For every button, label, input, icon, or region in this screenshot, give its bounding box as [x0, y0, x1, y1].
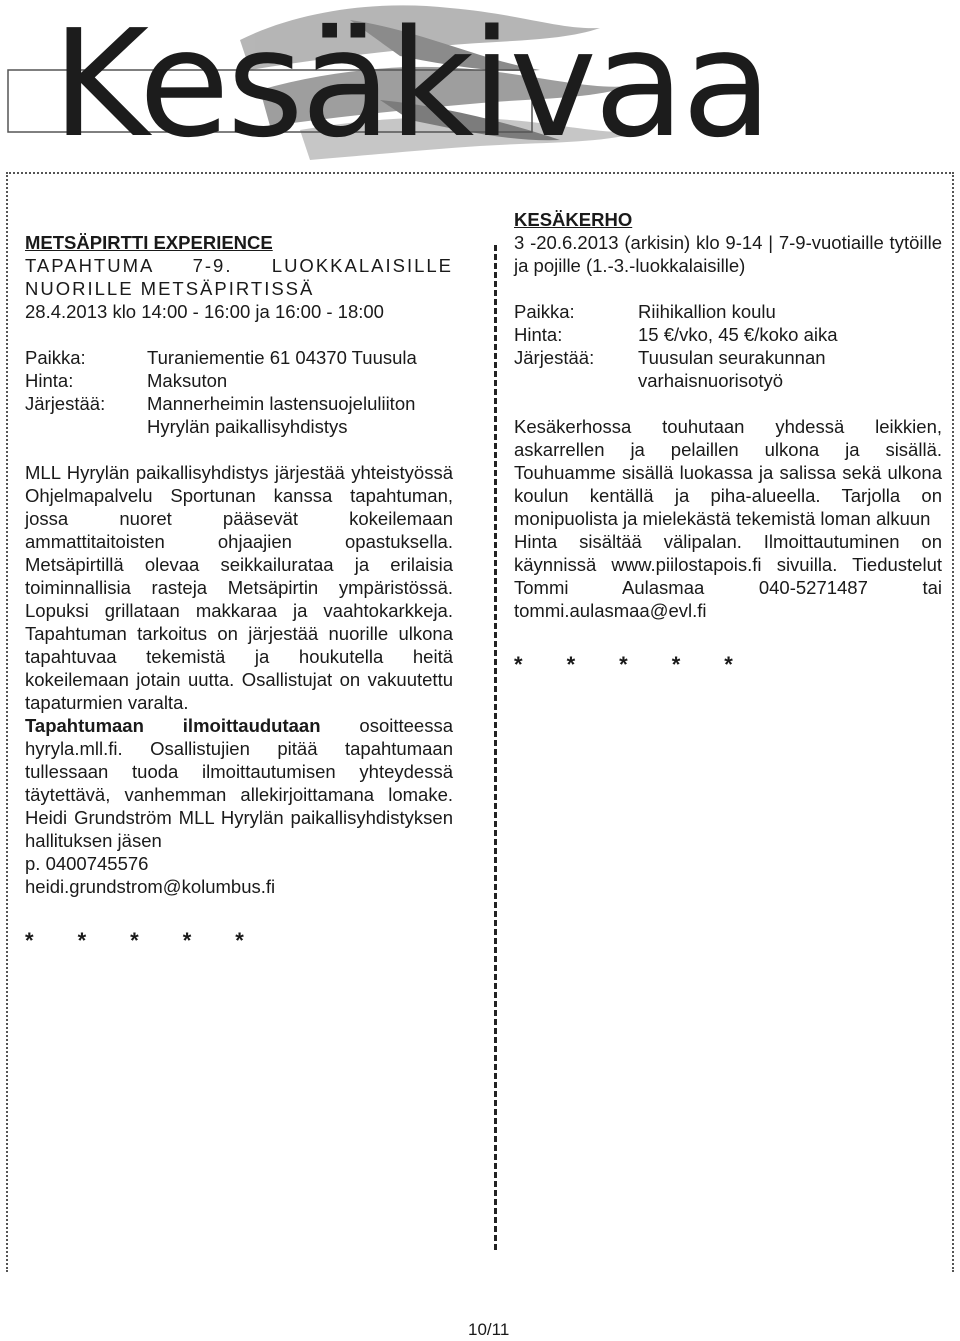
star-separator [25, 929, 453, 952]
article-body: MLL Hyrylän paikallisyhdistys järjestää yhteistyössä Ohjelmapalvelu Sportunan kanssa tapahtuman, jossa nuoret pääsevät kokeilemaan ammattitaitoisten ohjaajien opastuksella. Metsäpirtillä olevaa seikkailurataa ja erilaisia toiminnallisia rasteja Metsäpirtin ympäristössä. Lopuksi grillataan makkaraa ja vaahtokarkkeja. Tapahtuman tarkoitus on järjestää nuorille ulkona tapahtuvaa tekemistä ja houkutella heitä kokeilemaan jotain uutta. Osallistujat on vakuutettu tapaturmien varalta. [25, 462, 453, 713]
star: * [182, 928, 192, 953]
signup-emphasis: Tapahtumaan ilmoittaudutaan [25, 715, 321, 736]
info-label: Järjestää: [25, 393, 106, 414]
info-label: Hinta: [514, 324, 563, 345]
article-dates: 3 -20.6.2013 (arkisin) klo 9-14 | 7-9-vuotiaille tytöille ja pojille (1.-3.-luokkalaisille) [514, 232, 942, 276]
star: * [514, 652, 523, 677]
info-value: Maksuton [147, 370, 228, 391]
star: * [619, 652, 628, 677]
info-value: Riihikallion koulu [638, 301, 776, 322]
star-separator [514, 653, 942, 676]
star: * [724, 652, 733, 677]
contact-email: heidi.grundstrom@kolumbus.fi [25, 876, 276, 897]
article-heading: KESÄKERHO [514, 209, 633, 230]
page-title: Kesäkivaa [52, 0, 770, 170]
star: * [130, 928, 139, 953]
info-value: Turaniementie 61 04370 Tuusula [147, 347, 417, 368]
article-heading: METSÄPIRTTI EXPERIENCE [25, 232, 273, 253]
info-label: Järjestää: [514, 347, 595, 368]
article-subheading: TAPAHTUMA 7-9. LUOKKALAISILLE NUORILLE METSÄPIRTISSÄ [25, 255, 453, 299]
info-value: 15 €/vko, 45 €/koko aika [638, 324, 838, 345]
star: * [235, 928, 244, 953]
column-divider [494, 245, 497, 1250]
signup-text: osoitteessa hyryla.mll.fi. Osallistujien pitää tapahtumaan tullessaan tuoda ilmoittautumisen yhteydessä täytettävä, vanhemman allekirjoittamana lomake. Heidi Grundström MLL Hyrylän paikallisyhdistyksen hallituksen jäsen [25, 715, 453, 851]
event-info-table [25, 346, 453, 438]
article-signup [25, 714, 453, 852]
event-info-table [514, 300, 942, 392]
star: * [77, 928, 87, 953]
dotted-frame-right [952, 172, 954, 1272]
article-body: Kesäkerhossa touhutaan yhdessä leikkien, askarrellen ja pelaillen ulkona ja sisällä. Touhuamme sisällä luokassa ja salissa sekä ulkona koulun kentällä ja piha-alueella. Tarjolla on monipuolista ja mielekästä tekemistä loman alkuun [514, 416, 942, 529]
info-value: Mannerheimin lastensuojeluliiton Hyrylän paikallisyhdistys [147, 393, 416, 437]
kesakerho-article [514, 208, 942, 676]
info-label: Hinta: [25, 370, 74, 391]
star: * [671, 652, 681, 677]
info-label: Paikka: [514, 301, 575, 322]
star: * [566, 652, 576, 677]
article-datetime: 28.4.2013 klo 14:00 - 16:00 ja 16:00 - 18:00 [25, 301, 384, 322]
info-label: Paikka: [25, 347, 86, 368]
dotted-frame-top [6, 172, 954, 174]
page-number: 10/11 [468, 1320, 510, 1339]
contact-phone: p. 0400745576 [25, 853, 149, 874]
metsapirtti-article [25, 231, 453, 952]
article-body-2: Hinta sisältää välipalan. Ilmoittautuminen on käynnissä www.piilostapois.fi sivuilla. Tiedustelut Tommi Aulasmaa 040-5271487 tai tommi.aulasmaa@evl.fi [514, 531, 942, 621]
info-value: Tuusulan seurakunnan varhaisnuorisotyö [638, 347, 826, 391]
star: * [25, 928, 34, 953]
dotted-frame-left [6, 172, 8, 1272]
